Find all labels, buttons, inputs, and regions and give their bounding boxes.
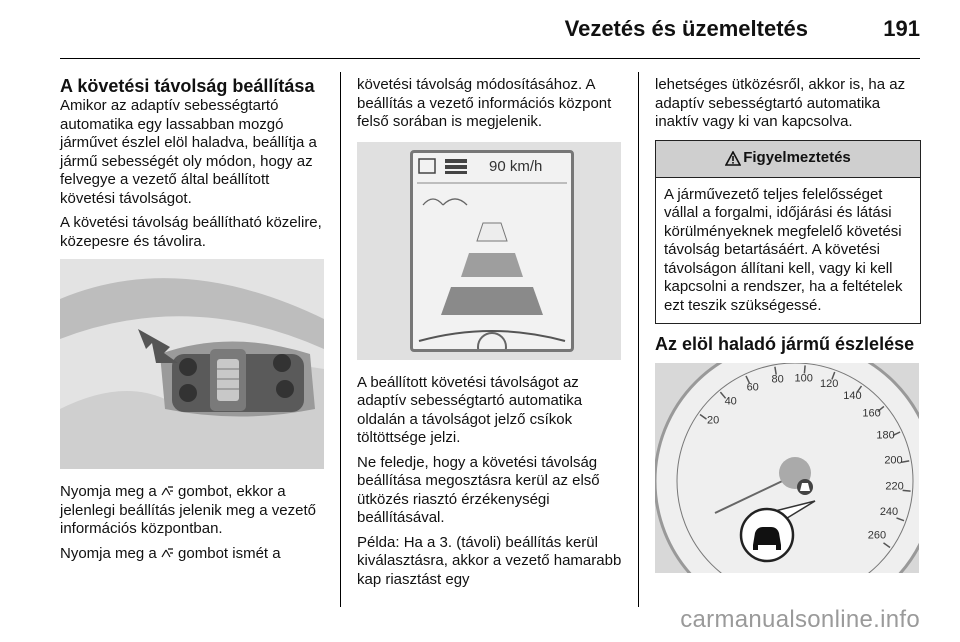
speedo-label: 140 [843, 390, 862, 403]
paragraph: A beállított követési távolságot az adaptív sebességtartó automatika oldalán a távolságot jelző csíkok töltöttsége jelzi. [357, 373, 583, 446]
speedo-label: 60 [746, 381, 759, 394]
paragraph: Nyomja meg a gombot ismét a [60, 544, 281, 562]
warning-header [656, 141, 920, 178]
speedo-label: 160 [862, 407, 881, 420]
paragraph: A követési távolság beállítható közelire, közepesre és távolira. [60, 214, 322, 250]
paragraph: Nyomja meg a gombot, ekkor a jelenlegi beállítás jelenik meg a vezető információs központban. [60, 483, 316, 537]
speedo-label: 40 [724, 395, 737, 408]
speedo-label: 20 [706, 414, 720, 427]
warning-triangle-icon [725, 151, 741, 166]
header-title: Vezetés és üzemeltetés [564, 16, 808, 41]
driver-info-display [410, 150, 574, 352]
distance-button-icon [161, 485, 174, 497]
steering-wheel-figure [60, 259, 324, 469]
column-2 [357, 76, 625, 595]
speedo-label: 80 [771, 373, 784, 386]
speedo-label: 120 [820, 378, 839, 390]
speedo-label: 240 [879, 506, 899, 519]
speedo-tick [903, 490, 911, 491]
column-3 [655, 76, 921, 573]
distance-button-icon [161, 547, 174, 559]
speedo-label: 260 [867, 529, 887, 542]
column-divider-1 [340, 72, 341, 607]
section-heading-distance: A követési távolság beállítása [60, 76, 315, 96]
column-divider-2 [638, 72, 639, 607]
header-rule [60, 58, 920, 59]
watermark: carmanualsonline.info [680, 606, 920, 633]
paragraph: Amikor az adaptív sebességtartó automatika egy lassabban mozgó járművet észlel elöl haladva, beállítja a jármű sebességét oly módon, hogy az felvegye a vezető által beállított követési távolságot. [60, 97, 317, 207]
column-1 [60, 76, 328, 569]
paragraph: lehetséges ütközésről, akkor is, ha az adaptív sebességtartó automatika inaktív vagy ki van kapcsolva. [655, 76, 906, 130]
paragraph: követési távolság módosításához. A beállítás a vezető információs központ felső sorában is megjelenik. [357, 76, 612, 130]
speedo-label: 100 [794, 372, 813, 385]
warning-box [655, 140, 921, 325]
page-number: 191 [883, 16, 920, 41]
speedo-label: 200 [884, 454, 903, 467]
speedometer-figure [655, 363, 919, 573]
speedo-label: 180 [876, 429, 895, 442]
display-speed: 90 km/h [489, 157, 543, 175]
section-heading-vehicle-detection: Az elöl haladó jármű észlelése [655, 334, 915, 354]
paragraph: Példa: Ha a 3. (távoli) beállítás kerül kiválasztásra, akkor a vezető hamarabb kap riasztást egy [357, 533, 622, 588]
warning-text: A járművezető teljes felelősséget vállal a forgalmi, időjárási és látási körülményeknek megfelelő követési távolság betartásáért. A követési távolságon állítani kell, vagy ki kell kapcsolni a rendszer, ha a feltételek ezt teszik szükségessé. [664, 185, 903, 314]
info-display-figure [357, 142, 621, 360]
speedo-label: 220 [885, 480, 904, 493]
warning-title: Figyelmeztetés [743, 149, 851, 167]
paragraph: Ne feledje, hogy a követési távolság beállítása megosztásra kerül az első ütközés riasztó érzékenységi beállításával. [357, 453, 600, 526]
